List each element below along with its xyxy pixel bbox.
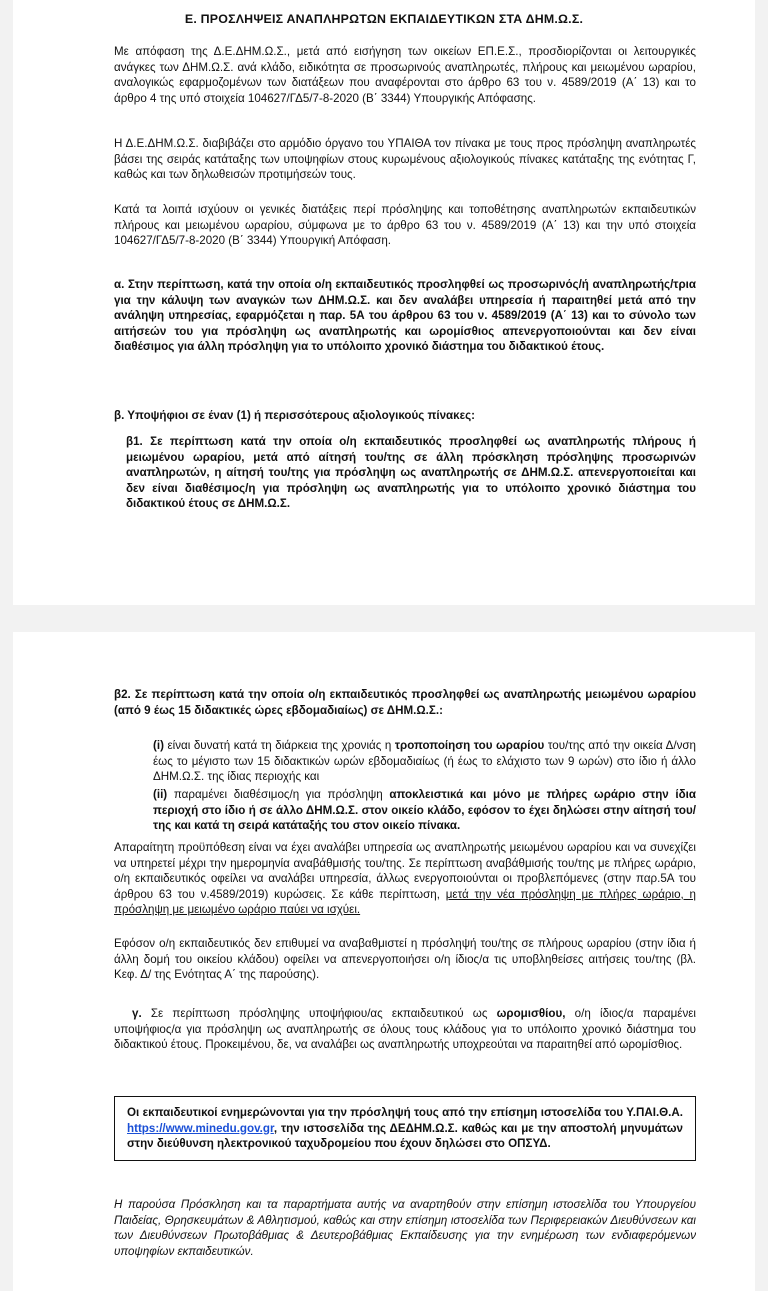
paragraph-forwarding: Η Δ.Ε.ΔΗΜ.Ω.Σ. διαβιβάζει στο αρμόδιο όργανο του ΥΠΑΙΘΑ τον πίνακα με τους προς πρόσληψη αναπληρωτές βάσει της σειράς κατάταξης των υποψηφίων στους κυρωμένους αξιολογικούς πίνακες κατάταξης της ενότητας Γ, καθώς και των δηλωθεισών προτιμήσεών τους. (114, 137, 696, 182)
paragraph-beta-heading: β. Υποψήφιοι σε έναν (1) ή περισσότερους αξιολογικούς πίνακες: (114, 409, 476, 422)
gamma-text-a: Σε περίπτωση πρόσληψης υποψήφιου/ας εκπαιδευτικού ως (141, 1007, 497, 1020)
paragraph-general-provisions: Κατά τα λοιπά ισχύουν οι γενικές διατάξεις περί πρόσληψης και τοποθέτησης αναπληρωτών εκπαιδευτικών πλήρους και μειωμένου ωραρίου, σύμφωνα με το άρθρο 63 του ν. 4589/2019 (Α΄ 13) και την υπό στοιχεία 104627/ΓΔ5/7-8-2020 (Β΄ 3344) Υπουργική Απόφαση. (114, 203, 696, 248)
section-title: Ε. ΠΡΟΣΛΗΨΕΙΣ ΑΝΑΠΛΗΡΩΤΩΝ ΕΚΠΑΙΔΕΥΤΙΚΩΝ ΣΤΑ ΔΗΜ.Ω.Σ. (184, 12, 584, 26)
notice-text-a: Οι εκπαιδευτικοί ενημερώνονται για την πρόσληψή τους από την επίσημη ιστοσελίδα του Υ.ΠΑΙ.Θ.Α. (127, 1106, 683, 1119)
list-item-i (153, 738, 696, 785)
minedu-link[interactable]: https://www.minedu.gov.gr (127, 1121, 274, 1135)
gamma-label: γ. (132, 1007, 142, 1020)
list-item-ii-text-bold: αποκλειστικά και μόνο με πλήρες ωράριο στην ίδια περιοχή στο ίδιο ή σε άλλο ΔΗΜ.Ω.Σ. στον οικείο κλάδο, εφόσον το έχει δηλώσει στην αίτησή του/της και κατά τη σειρά κατάταξής του στον οικείο πίνακα. (153, 788, 696, 833)
notice-text-b: , την ιστοσελίδα της ΔΕΔΗΜ.Ω.Σ. καθώς και με την αποστολή μηνυμάτων στην διεύθυνση ηλεκτρονικού ταχυδρομείου που έχουν δηλώσει στο ΟΠΣΥΔ. (127, 1121, 683, 1151)
paragraph-alpha: α. Στην περίπτωση, κατά την οποία ο/η εκπαιδευτικός προσληφθεί ως προσωρινός/ή αναπληρωτής/τρια για την κάλυψη των αναγκών των ΔΗΜ.Ω.Σ. και δεν αναλάβει υπηρεσία ή παραιτηθεί μετά από την ανάληψη υπηρεσίας, εφαρμόζεται η παρ. 5Α του άρθρου 63 του ν. 4589/2019 (Α΄ 13) και το σύνολο των αιτήσεών του για πρόσληψη ως αναπληρωτής και ωρομίσθιος απενεργοποιούνται και δεν είναι διαθέσιμος για άλλη πρόσληψη για το υπόλοιπο χρονικό διάστημα του διδακτικού έτους. (114, 278, 696, 354)
paragraph-gamma (114, 1006, 696, 1053)
paragraph-needs-decision: Με απόφαση της Δ.Ε.ΔΗΜ.Ω.Σ., μετά από εισήγηση των οικείων ΕΠ.Ε.Σ., προσδιορίζονται οι λειτουργικές ανάγκες των ΔΗΜ.Ω.Σ. ανά κλάδο, ειδικότητα σε προσωρινούς αναπληρωτές, πλήρους και μειωμένου ωραρίου, αναλογικώς εφαρμοζομένων των διατάξεων που αναφέρονται στο άρθρο 63 του ν. 4589/2019 (Α΄ 13) και το άρθρο 4 της υπό στοιχεία 104627/ΓΔ5/7-8-2020 (Β΄ 3344) Υπουργικής Απόφασης. (114, 45, 696, 105)
list-item-ii-text-a: παραμένει διαθέσιμος/η για πρόσληψη (167, 788, 390, 801)
paragraph-beta2: β2. Σε περίπτωση κατά την οποία ο/η εκπαιδευτικός προσληφθεί ως αναπληρωτής μειωμένου ωραρίου (από 9 έως 15 διδακτικές ώρες εβδομαδιαίως) σε ΔΗΜ.Ω.Σ.: (114, 688, 696, 717)
closing-paragraph: Η παρούσα Πρόσκληση και τα παραρτήματα αυτής να αναρτηθούν στην επίσημη ιστοσελίδα του Υπουργείου Παιδείας, Θρησκευμάτων & Αθλητισμού, καθώς και στην επίσημη ιστοσελίδα των Περιφερειακών Διευθύνσεων και των Διευθύνσεων Πρωτοβάθμιας & Δευτεροβάθμιας Εκπαίδευσης για την ενημέρωση των ενδιαφερόμενων υποψηφίων εκπαιδευτικών. (114, 1198, 696, 1258)
paragraph-no-upgrade: Εφόσον ο/η εκπαιδευτικός δεν επιθυμεί να αναβαθμιστεί η πρόσληψή του/της σε πλήρους ωραρίου (στην ίδια ή άλλη δομή του οικείου κλάδου) οφείλει να απενεργοποιήσει ο/η ίδιος/α τις υποβληθείσες αιτήσεις του/της (βλ. Κεφ. Δ/ της Ενότητας Α΄ της παρούσης). (114, 937, 696, 982)
list-item-i-text-a: είναι δυνατή κατά τη διάρκεια της χρονιάς η (163, 739, 395, 752)
document-page-2 (13, 632, 755, 1291)
gamma-text-bold: ωρομισθίου, (496, 1007, 566, 1020)
paragraph-beta1: β1. Σε περίπτωση κατά την οποία ο/η εκπαιδευτικός προσληφθεί ως αναπληρωτής πλήρους ή μειωμένου ωραρίου, μετά από αίτησή του/της σε άλλη πρόσκληση πρόσληψης προσωρινών αναπληρωτών, η αίτησή του/της για πρόσληψη ως αναπληρωτής σε ΔΗΜ.Ω.Σ. απενεργοποιείται και δεν είναι διαθέσιμος/η για πρόσληψη ως αναπληρωτής για το υπόλοιπο χρονικό διάστημα του διδακτικού έτους σε ΔΗΜ.Ω.Σ. (126, 435, 696, 511)
notice-box (114, 1096, 696, 1161)
list-item-i-label: (i) (153, 739, 164, 752)
paragraph-prerequisite (114, 840, 696, 918)
list-item-ii (153, 787, 696, 834)
list-item-i-text-b: του/της από την οικεία Δ/νση έως το μέγιστο των 15 διδακτικών ωρών εβδομαδιαίως (ή έως το ελάχιστο των 9 ωρών) στο ίδιο ή άλλο ΔΗΜ.Ω.Σ. της ίδιας περιοχής και (153, 739, 697, 784)
prerequisite-text: Απαραίτητη προϋπόθεση είναι να έχει αναλάβει υπηρεσία ως αναπληρωτής μειωμένου ωραρίου και να συνεχίζει να υπηρετεί μέχρι την ημερομηνία αναβάθμισής του/της. Σε περίπτωση αναβάθμισής του/της με πλήρες ωράριο, ο/η εκπαιδευτικός οφείλει να αναλάβει υπηρεσία, άλλως ενεργοποιούνται οι προβλεπόμενες (στην παρ.5Α του άρθρου 63 του ν.4589/2019) κυρώσεις. Σε κάθε περίπτωση, (114, 841, 696, 901)
list-item-ii-label: (ii) (153, 788, 168, 801)
document-page-1 (13, 0, 755, 605)
gamma-text-b: ο/η ίδιος/α παραμένει υποψήφιος/α για πρόσληψη ως αναπληρωτής σε όλους τους κλάδους για το υπόλοιπο χρονικό διάστημα του διδακτικού έτους. Προκειμένου, δε, να αναλάβει ως αναπληρωτής υποχρεούται να παραιτηθεί από ωρομίσθιος. (114, 1007, 696, 1052)
prerequisite-underlined-text: μετά την νέα πρόσληψη με πλήρες ωράριο, η πρόσληψη με μειωμένο ωράριο παύει να ισχύει. (114, 887, 696, 917)
list-item-i-text-bold: τροποποίηση του ωραρίου (394, 739, 545, 752)
